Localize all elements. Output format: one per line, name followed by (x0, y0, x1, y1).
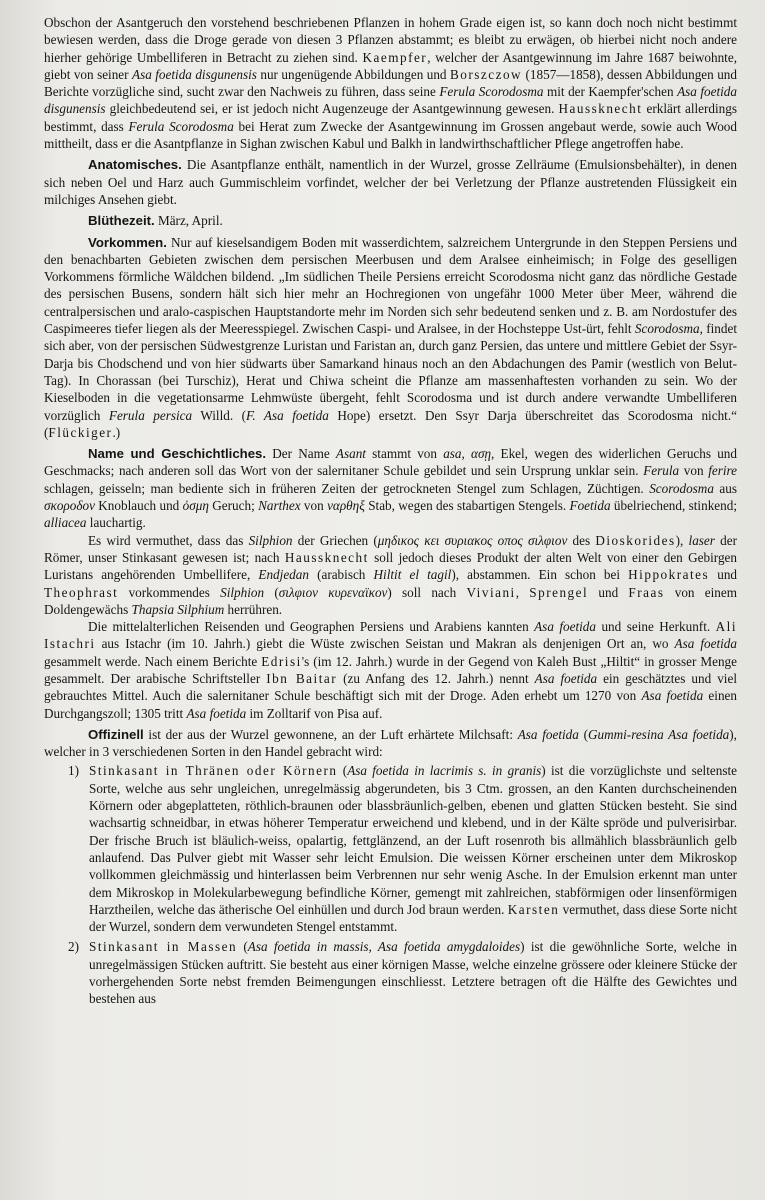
medieval-paragraph: Die mittelalterlichen Reisenden und Geographen Persiens und Arabiens kannten Asa foetida und seine Herkunft. Ali Istachri aus Istachr (im 10. Jahrh.) giebt die Wüste zwischen Seistan und Makran als denjenigen Ort an, wo Asa foetida gesammelt werde. Nach einem Berichte Edrisi's (im 12. Jahrh.) wurde in der Gegend von Kaleh Bust „Hiltit“ in grosser Menge gesammelt. Der arabische Schriftsteller Ibn Baitar (zu Anfang des 12. Jahrh.) nennt Asa foetida ein geschätztes und viel gebrauchtes Mittel. Auch die salernitaner Schule beschäftigt sich mit der Droge. Aden erhebt um 1270 von Asa foetida einen Durchgangszoll; 1305 tritt Asa foetida im Zolltarif von Pisa auf. (44, 619, 737, 721)
occurrence-paragraph: Vorkommen. Nur auf kieselsandigem Boden mit wasserdichtem, salzreichem Untergrunde in den Steppen Persiens und den benachbarten Gebieten zwischen dem persischen Meerbusen und dem Aralsee einheimisch; in Folge des geselligen Vorkommens förmliche Wäldchen bildend. „Im südlichen Theile Persiens erreicht Scorodosma nicht ganz das nördliche Gestade des persischen Busens, sondern hält sich hier mehr an Hochregionen von ungefähr 1000 Meter über Meer, während die centralpersischen und aralo-caspischen Hauptstandorte mehr im Norden sich sehr bedeutend senken und z. B. am Nordostufer des Caspimeeres tiefer liegen als der Meeresspiegel. Zwischen Caspi- und Aralsee, in der Hochsteppe Ust-ürt, fehlt Scorodosma, findet sich aber, von der persischen Südwestgrenze Luristan und Faristan an, durch ganz Persien, das untere und mittlere Gebiet der Ssyr-Darja bis Chodschend und von hier südwarts über Samarkand hinaus noch an den Abdachungen des Pamir (westlich von Belut-Tag). In Chorassan (bei Turschiz), Herat und Chiwa scheint die Pflanze am massenhaftesten vorhanden zu sein. Wo der Kieselboden in die vegetationsarme Lehmwüste übergeht, fehlt Scorodosma und ist durch andere verwandte Umbelliferen vorzüglich Ferula persica Willd. (F. Asa foetida Hope) ersetzt. Den Ssyr Darja überschreitet das Scorodosma nicht.“ (Flückiger.) (44, 234, 737, 440)
official-paragraph: Offizinell ist der aus der Wurzel gewonnene, an der Luft erhärtete Milchsaft: Asa foetida (Gummi-resina Asa foetida), welcher in 3 verschiedenen Sorten in den Handel gebracht wird: (44, 726, 737, 760)
anatomy-paragraph: Anatomisches. Die Asantpflanze enthält, namentlich in der Wurzel, grosse Zellräume (Emulsionsbehälter), in denen sich neben Oel und Harz auch Gummischleim vorfindet, welcher der bei Verletzung der Pflanze austretenden Flüssigkeit ein milchiges Ansehen giebt. (44, 157, 737, 207)
name-history-paragraph: Name und Geschichtliches. Der Name Asant stammt von asa, ασῃ, Ekel, wegen des widerlichen Geruchs und Geschmacks; nach anderen soll das Wort von der salernitaner Schule gebildet und sein Ursprung unklar sein. Ferula von ferire schlagen, geisseln; man bediente sich in früheren Zeiten der getrockneten Stengel zum Schlagen, Züchtigen. Scorodosma aus σκοροδον Knoblauch und ὀσμη Geruch; Narthex von ναρθηξ Stab, wegen des stabartigen Stengels. Foetida übelriechend, stinkend; alliacea lauchartig. (44, 446, 738, 531)
official-heading: Offizinell (88, 726, 144, 742)
intro-paragraph: Obschon der Asantgeruch den vorstehend beschriebenen Pflanzen in hohem Grade eigen ist, so kann doch noch nicht bestimmt bewiesen werden, dass die Droge gerade von diesen 3 Pflanzen abstammt; es bleibt zu erwägen, ob hierbei nicht noch andere hierher gehörige Umbelliferen in Betracht zu ziehen sind. Kaempfer, welcher der Asantgewinnung im Jahre 1687 beiwohnte, giebt von seiner Asa foetida disgunensis nur ungenügende Abbildungen und Borszczow (1857—1858), dessen Abbildungen und Berichte vorzügliche sind, sucht zwar den Nachweis zu führen, dass seine Ferula Scorodosma mit der Kaempfer'schen Asa foetida disgunensis gleichbedeutend sei, er ist jedoch nicht Augenzeuge der Asantgewinnung gewesen. Haussknecht erklärt allerdings bestimmt, dass Ferula Scorodosma bei Herat zum Zwecke der Asantgewinnung im Grossen angebaut werde, sowie auch Wood mittheilt, dass er die Asantpflanze in Sighan zwischen Kabul und Balkh in landwirthschaftlicher Pflege angetroffen habe. (44, 15, 737, 152)
silphion-paragraph: Es wird vermuthet, dass das Silphion der Griechen (μηδικος κει συριακος οπος σιλφιον des Dioskorides), laser der Römer, unser Stinkasant gewesen ist; nach Haussknecht soll jedoch dieses Produkt der alten Welt von einer den Gebirgen Luristans angehörenden Umbellifere, Endjedan (arabisch Hiltit el tagil), abstammen. Ein schon bei Hippokrates und Theophrast vorkommendes Silphion (σιλφιον κυρεναϊκον) soll nach Viviani, Sprengel und Fraas von einem Doldengewächs Thapsia Silphium herrühren. (44, 532, 738, 617)
list-item-number: 2) (68, 939, 79, 955)
name-history-heading: Name und Geschichtliches. (88, 446, 267, 462)
list-item: 1) Stinkasant in Thränen oder Körnern (Asa foetida in lacrimis s. in granis) ist die vorzüglichste und seltenste Sorte, welche aus sehr ungleichen, unregelmässig abgerundeten, bis 3 Ctm. grossen, an den Kanten durchscheinenden Körnern oder abgeplatteten, röthlich-braunen oder blassbräunlich-gelben, ebenen und glatten Stücken besteht. Sie sind wachsartig schneidbar, in etwas höherer Temperatur erweichend und klebend, und in der Kälte spröde und pulverisirbar. Der frische Bruch ist bläulich-weiss, opalartig, fettglänzend, an der Luft rosenroth bis allmählich blassbräunlich gelb anlaufend. Das Pulver giebt mit Wasser sehr leicht Emulsion. Die weissen Körner erscheinen unter dem Mikroskop vollkommen gleichmässig und hinterlassen beim Verbrennen nur sehr wenig Asche. In der Emulsion erkennt man unter dem Mikroskop in Molekularbewegung befindliche Körner, gemengt mit zahlreichen, stabförmigen oder linsenförmigen Harztheilen, welche das ätherische Oel einhüllen und durch Jod braun werden. Karsten vermuthet, dass diese Sorte nicht der Wurzel, sondern dem verwundeten Stengel entstammt. (68, 763, 737, 935)
list-item: 2) Stinkasant in Massen (Asa foetida in massis, Asa foetida amygdaloides) ist die gewöhnliche Sorte, welche in unregelmässigen Stücken auftritt. Sie besteht aus einer körnigen Masse, welche einzelne grössere oder kleinere Stücke der vorhergehenden Sorte nebst fremden Beimengungen einschliesst. Letztere betragen oft die Hälfte des Gewichtes und bestehen aus (68, 939, 737, 1007)
anatomy-heading: Anatomisches. (88, 157, 182, 173)
drug-sorts-list (44, 762, 737, 1007)
bloom-paragraph: Blüthezeit. März, April. (88, 213, 223, 229)
bloom-heading: Blüthezeit. (88, 213, 155, 229)
list-item-number: 1) (68, 763, 79, 779)
occurrence-heading: Vorkommen. (88, 234, 167, 250)
